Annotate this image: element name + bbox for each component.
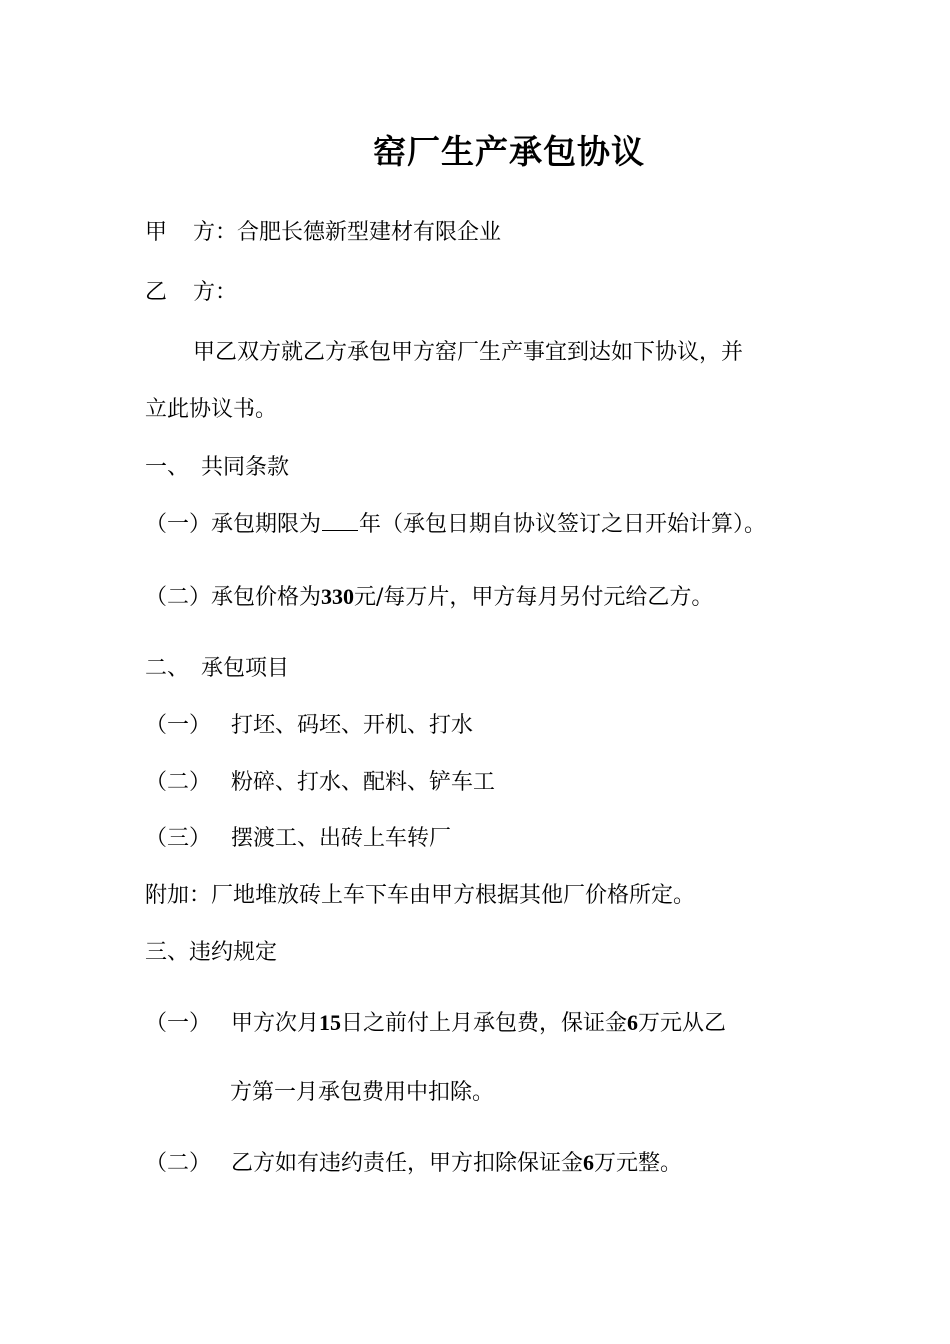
item-2-price: 330 [321,584,355,609]
section-2-item-num: （三） [145,826,212,851]
party-b-label-2: 方： [193,280,238,305]
intro-line-1: 甲乙双方就乙方承包甲方窑厂生产事宜到达如下协议，并 [193,340,744,365]
section-2-item-num: （一） [145,713,212,738]
section-3-item-1-line-2: 方第一月承包费用中扣除。 [230,1080,495,1105]
section-3-item-2-text-a: 乙方如有违约责任，甲方扣除保证金 [231,1151,584,1176]
section-2-item-text: 打坯、码坯、开机、打水 [231,713,474,738]
party-b-label-1: 乙 [145,280,168,305]
section-3-item-1-num: （一） [145,1011,212,1036]
party-a-label-1: 甲 [145,220,168,245]
section-3-item-1 [145,1010,726,1037]
section-1-heading-text: 共同条款 [201,455,290,480]
section-2-item-text: 摆渡工、出砖上车转厂 [231,826,452,851]
section-3-item-2-text-b: 万元整。 [594,1151,683,1176]
section-3-item-1-text-b: 日之前付上月承包费，保证金 [341,1011,628,1036]
section-2-item-num: （二） [145,770,212,795]
section-1-heading-num: 一、 [145,455,190,480]
section-1-item-1 [145,512,766,538]
due-day: 15 [319,1010,342,1035]
item-2-suffix: 元/每万片，甲方每月另付元给乙方。 [354,585,714,610]
document-title: 窑厂生产承包协议 [373,132,645,171]
term-blank [322,529,358,531]
section-3-item-2 [145,1150,682,1177]
item-2-prefix: （二）承包价格为 [145,585,322,610]
section-2-heading-text: 承包项目 [201,656,290,681]
item-1-suffix: 年（承包日期自协议签订之日开始计算）。 [359,512,767,537]
intro-line-2: 立此协议书。 [145,397,278,422]
party-a-value: 合肥长德新型建材有限企业 [237,220,502,245]
section-3-item-2-num: （二） [145,1151,212,1176]
section-2-note: 附加：厂地堆放砖上车下车由甲方根据其他厂价格所定。 [145,883,696,908]
section-2-item [145,770,495,796]
party-b-line [145,280,237,306]
section-2-item-text: 粉碎、打水、配料、铲车工 [231,770,496,795]
penalty-amount: 6 [583,1150,595,1175]
section-2-heading [145,656,289,682]
section-3-item-1-text-c: 万元从乙 [638,1011,727,1036]
party-a-label-2: 方： [193,220,238,245]
section-3-heading: 三、违约规定 [145,940,278,965]
deposit-amount: 6 [627,1010,639,1035]
item-1-prefix: （一）承包期限为 [145,512,322,537]
section-1-item-2 [145,584,713,611]
party-a-line [145,220,501,246]
section-1-heading [145,455,289,481]
section-2-item [145,826,451,852]
section-2-heading-num: 二、 [145,656,190,681]
section-3-item-1-text-a: 甲方次月 [231,1011,320,1036]
section-2-item [145,713,473,739]
